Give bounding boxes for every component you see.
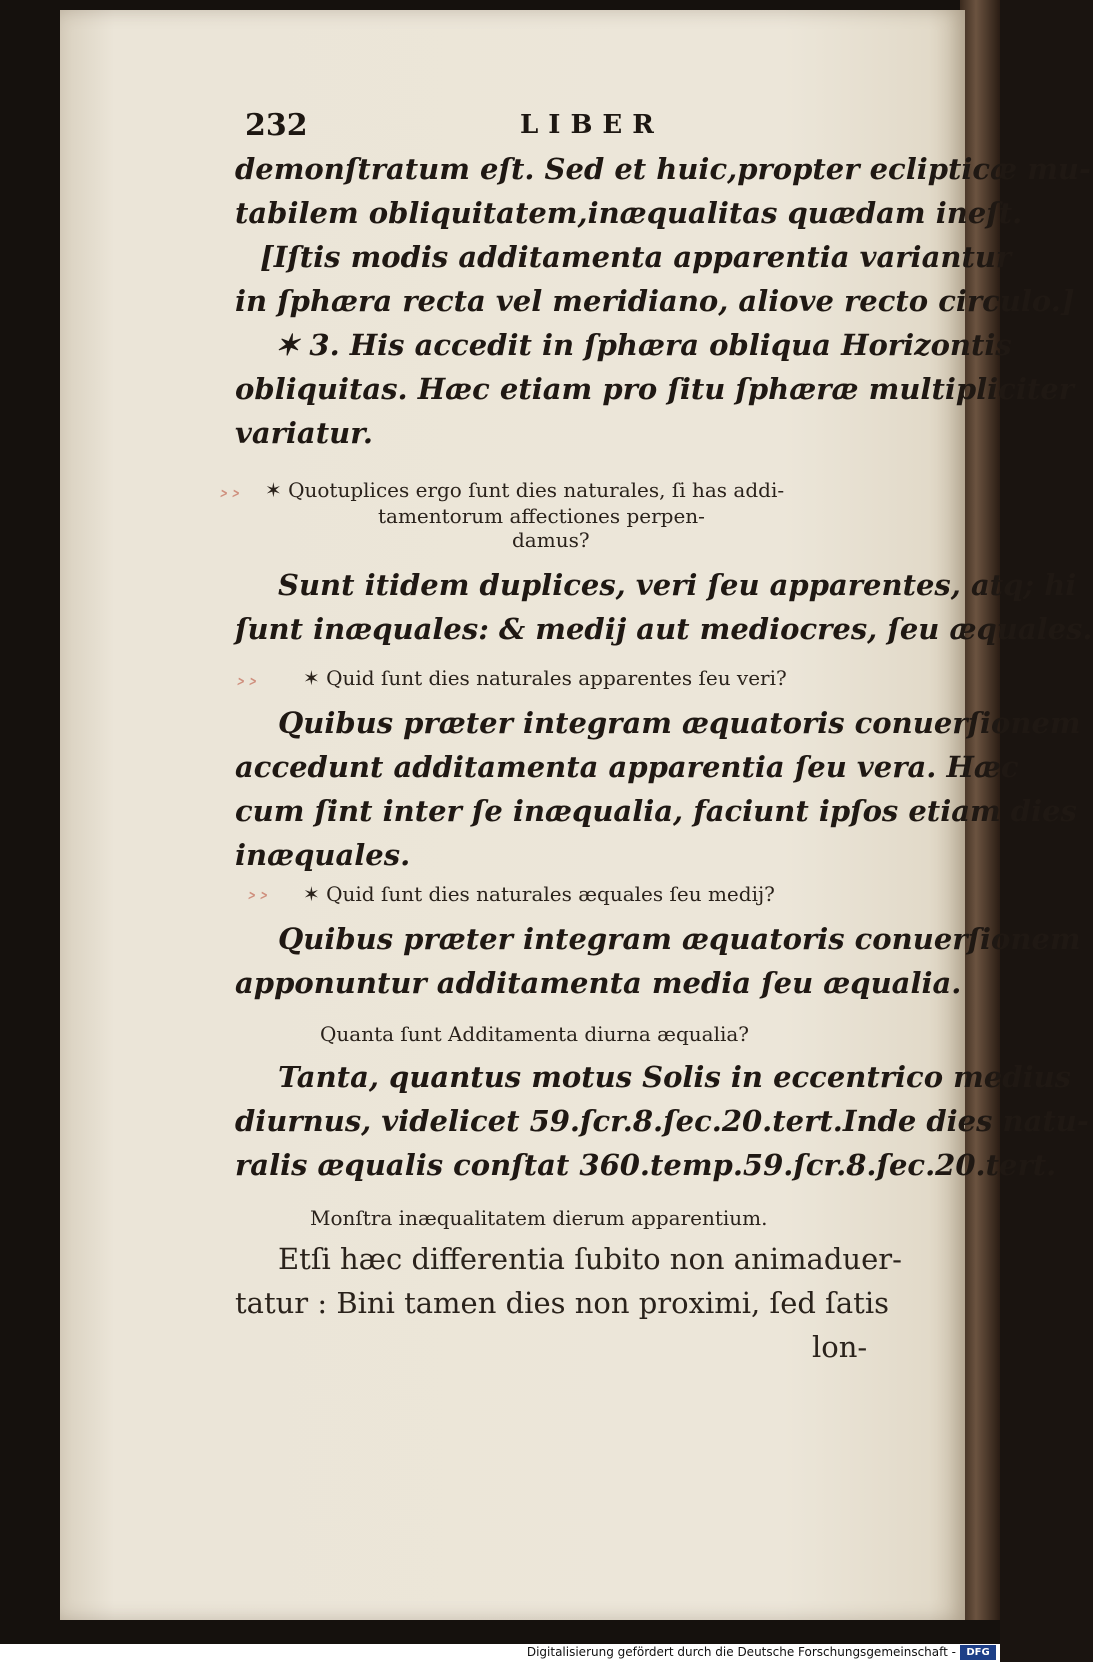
text-line: ✶ 3. His accedit in ſphæra obliqua Horizontis [275,328,1012,362]
text-line: accedunt additamenta apparentia ſeu vera. Hæc [235,750,1019,784]
catchword: lon- [812,1330,868,1364]
text-line: obliquitas. Hæc etiam pro ſitu ſphæræ multipliciter [235,372,1074,406]
book-page [60,10,1093,1620]
text-line: tabilem obliquitatem,inæqualitas quædam ineſt. [235,196,1023,230]
text-line: apponuntur additamenta media ſeu æqualia. [235,966,962,1000]
text-line: cum ſint inter ſe inæqualia, faciunt ipſos etiam dies [235,794,1077,828]
digitization-footer [0,1644,1000,1662]
question-line: ✶ Quotuplices ergo ſunt dies naturales, ſi has addi- [265,478,785,502]
question-line: ✶ Quid ſunt dies naturales apparentes ſeu veri? [303,666,787,690]
margin-mark: ˃˃ [246,890,270,918]
text-line: ſunt inæquales: & medij aut mediocres, ſeu æquales. [235,612,1093,646]
running-head-title: LIBER [520,110,664,140]
question-line: damus? [512,528,590,552]
text-line: tatur : Bini tamen dies non proximi, ſed ſatis [235,1286,889,1320]
question-line: Quanta ſunt Additamenta diurna æqualia? [320,1022,750,1046]
text-line: Quibus præter integram æquatoris conuerſionem [278,706,1081,740]
text-line: Quibus præter integram æquatoris conuerſionem [278,922,1081,956]
text-line: variatur. [235,416,373,450]
question-line: Monſtra inæqualitatem dierum apparentium. [310,1206,768,1230]
text-line: Etſi hæc differentia ſubito non animaduer- [278,1242,902,1276]
question-line: tamentorum affectiones perpen- [378,504,705,528]
footer-credit: Digitalisierung gefördert durch die Deutsche Forschungsgemeinschaft - [526,1645,956,1659]
text-line: demonſtratum eſt. Sed et huic,propter eclipticæ mu- [235,152,1092,186]
text-line: ralis æqualis conſtat 360.temp.59.ſcr.8.ſec.20.tert. [235,1148,1057,1182]
page-number: 232 [245,108,308,143]
text-line: in ſphæra recta vel meridiano, aliove recto circulo.] [235,284,1075,318]
dfg-logo: DFG [960,1645,996,1660]
margin-mark: ˃˃ [235,676,259,704]
text-line: Tanta, quantus motus Solis in eccentrico medius [278,1060,1071,1094]
text-line: inæquales. [235,838,411,872]
margin-mark: ˃˃ [218,488,242,516]
running-head [245,108,745,148]
text-line: Sunt itidem duplices, veri ſeu apparentes, atq; hi [278,568,1077,602]
text-line: [Iſtis modis additamenta apparentia variantur [260,240,1012,274]
question-line: ✶ Quid ſunt dies naturales æquales ſeu medij? [303,882,775,906]
text-line: diurnus, videlicet 59.ſcr.8.ſec.20.tert.Inde dies natu- [235,1104,1089,1138]
